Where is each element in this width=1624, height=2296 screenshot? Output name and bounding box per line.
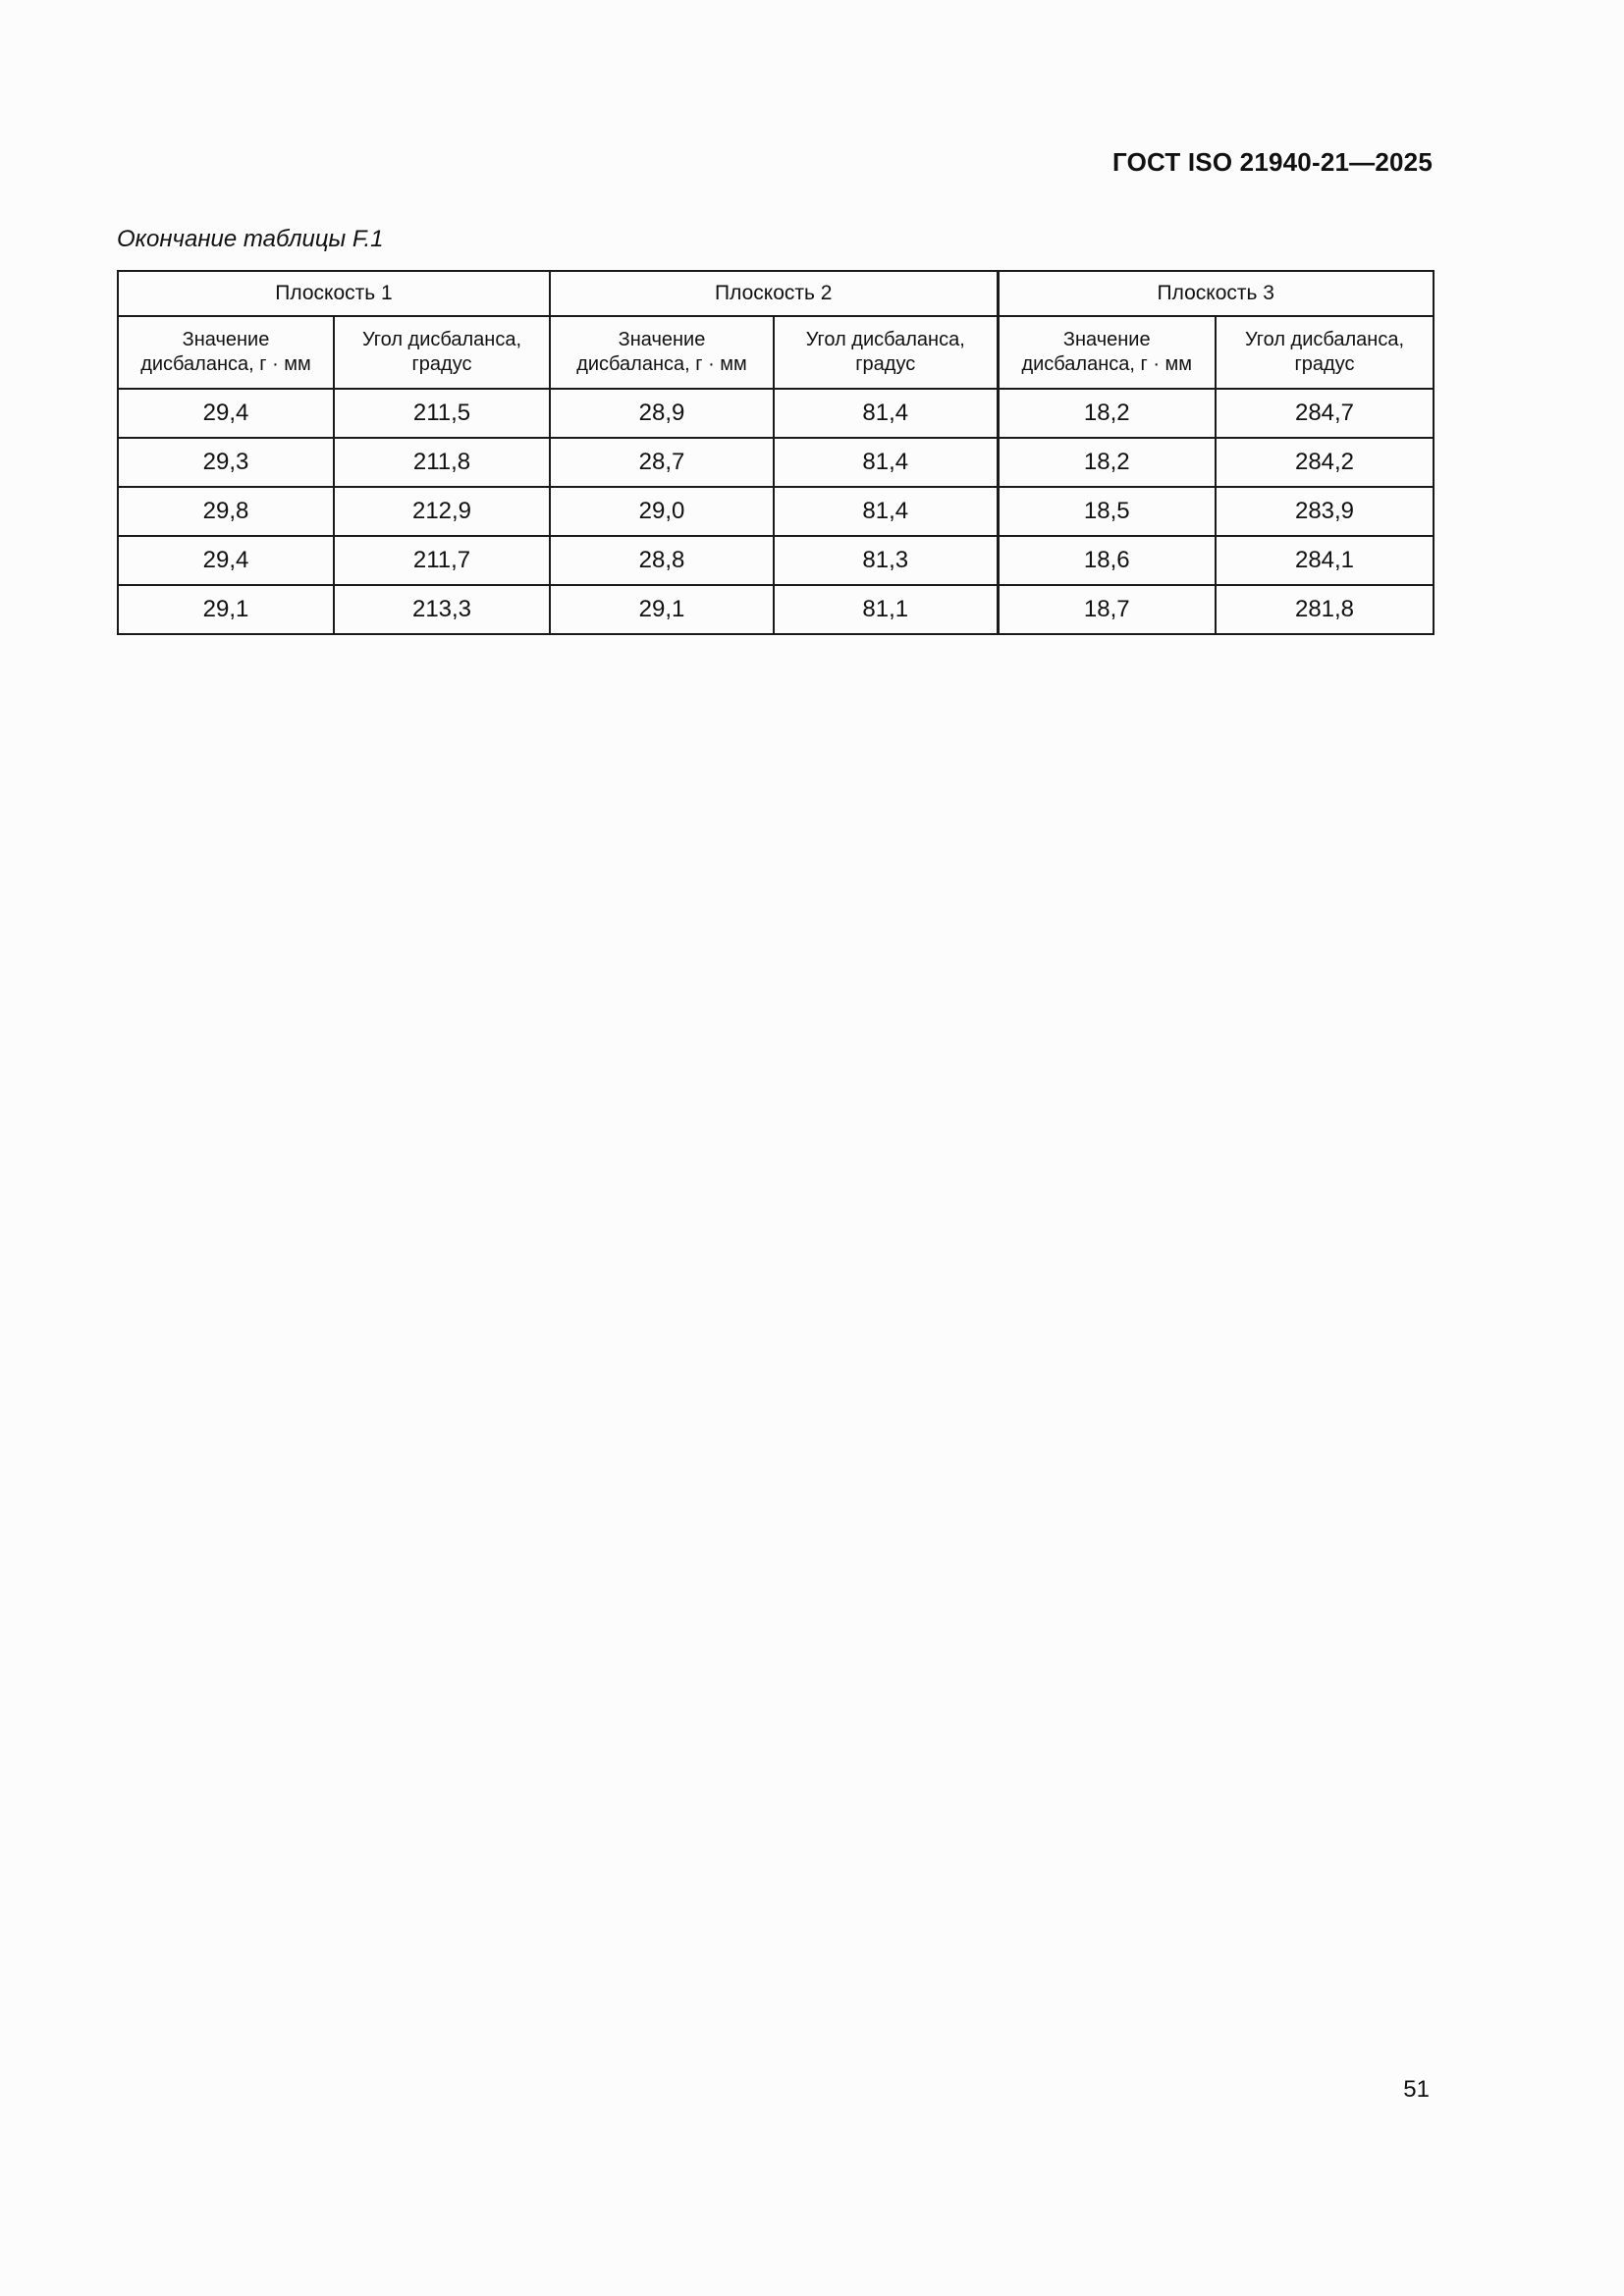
subheader-value-3 bbox=[998, 316, 1216, 389]
table-cell: 28,7 bbox=[550, 438, 774, 487]
table-cell: 81,3 bbox=[774, 536, 998, 585]
subheader-line: дисбаланса, г · мм bbox=[576, 353, 747, 375]
table-cell: 18,5 bbox=[998, 487, 1216, 536]
subheader-line: дисбаланса, г · мм bbox=[140, 353, 311, 375]
group-header-plane-3: Плоскость 3 bbox=[998, 271, 1434, 316]
table-cell: 29,4 bbox=[118, 536, 334, 585]
table-cell: 283,9 bbox=[1216, 487, 1434, 536]
subheader-line: градус bbox=[1294, 353, 1355, 375]
table-cell: 29,4 bbox=[118, 389, 334, 438]
subheader-angle-3 bbox=[1216, 316, 1434, 389]
table-row bbox=[118, 487, 1434, 536]
table-cell: 211,8 bbox=[334, 438, 550, 487]
subheader-line: Угол дисбаланса, bbox=[805, 329, 965, 350]
table-cell: 28,9 bbox=[550, 389, 774, 438]
table-cell: 212,9 bbox=[334, 487, 550, 536]
subheader-line: градус bbox=[411, 353, 472, 375]
table-cell: 81,1 bbox=[774, 585, 998, 634]
table-cell: 284,2 bbox=[1216, 438, 1434, 487]
table-cell: 18,2 bbox=[998, 389, 1216, 438]
subheader-angle-1 bbox=[334, 316, 550, 389]
table-row bbox=[118, 389, 1434, 438]
subheader-value-1 bbox=[118, 316, 334, 389]
table-row bbox=[118, 536, 1434, 585]
table-cell: 29,1 bbox=[118, 585, 334, 634]
table-cell: 213,3 bbox=[334, 585, 550, 634]
table-cell: 29,0 bbox=[550, 487, 774, 536]
table-cell: 211,5 bbox=[334, 389, 550, 438]
table-cell: 281,8 bbox=[1216, 585, 1434, 634]
table-cell: 284,1 bbox=[1216, 536, 1434, 585]
group-header-plane-2: Плоскость 2 bbox=[550, 271, 998, 316]
subheader-line: дисбаланса, г · мм bbox=[1021, 353, 1193, 375]
subheader-line: Значение bbox=[182, 329, 270, 350]
table-cell: 28,8 bbox=[550, 536, 774, 585]
group-header-row bbox=[118, 271, 1434, 316]
group-header-plane-1: Плоскость 1 bbox=[118, 271, 550, 316]
subheader-value-2 bbox=[550, 316, 774, 389]
subheader-line: Угол дисбаланса, bbox=[361, 329, 522, 350]
subheader-line: Значение bbox=[618, 329, 706, 350]
table-cell: 18,7 bbox=[998, 585, 1216, 634]
table-row bbox=[118, 585, 1434, 634]
table-cell: 29,3 bbox=[118, 438, 334, 487]
table-cell: 81,4 bbox=[774, 487, 998, 536]
subheader-line: Значение bbox=[1062, 329, 1151, 350]
table-cell: 81,4 bbox=[774, 438, 998, 487]
page-number: 51 bbox=[1403, 2076, 1430, 2103]
document-code: ГОСТ ISO 21940-21—2025 bbox=[1112, 147, 1433, 177]
table-cell: 29,1 bbox=[550, 585, 774, 634]
table-cell: 81,4 bbox=[774, 389, 998, 438]
subheader-angle-2 bbox=[774, 316, 998, 389]
table-cell: 211,7 bbox=[334, 536, 550, 585]
table-row bbox=[118, 438, 1434, 487]
subheader-row bbox=[118, 316, 1434, 389]
table-cell: 284,7 bbox=[1216, 389, 1434, 438]
subheader-line: Угол дисбаланса, bbox=[1244, 329, 1405, 350]
data-table bbox=[117, 270, 1435, 635]
subheader-line: градус bbox=[855, 353, 916, 375]
table-cell: 18,6 bbox=[998, 536, 1216, 585]
table-cell: 29,8 bbox=[118, 487, 334, 536]
table-caption: Окончание таблицы F.1 bbox=[117, 226, 384, 252]
table-cell: 18,2 bbox=[998, 438, 1216, 487]
